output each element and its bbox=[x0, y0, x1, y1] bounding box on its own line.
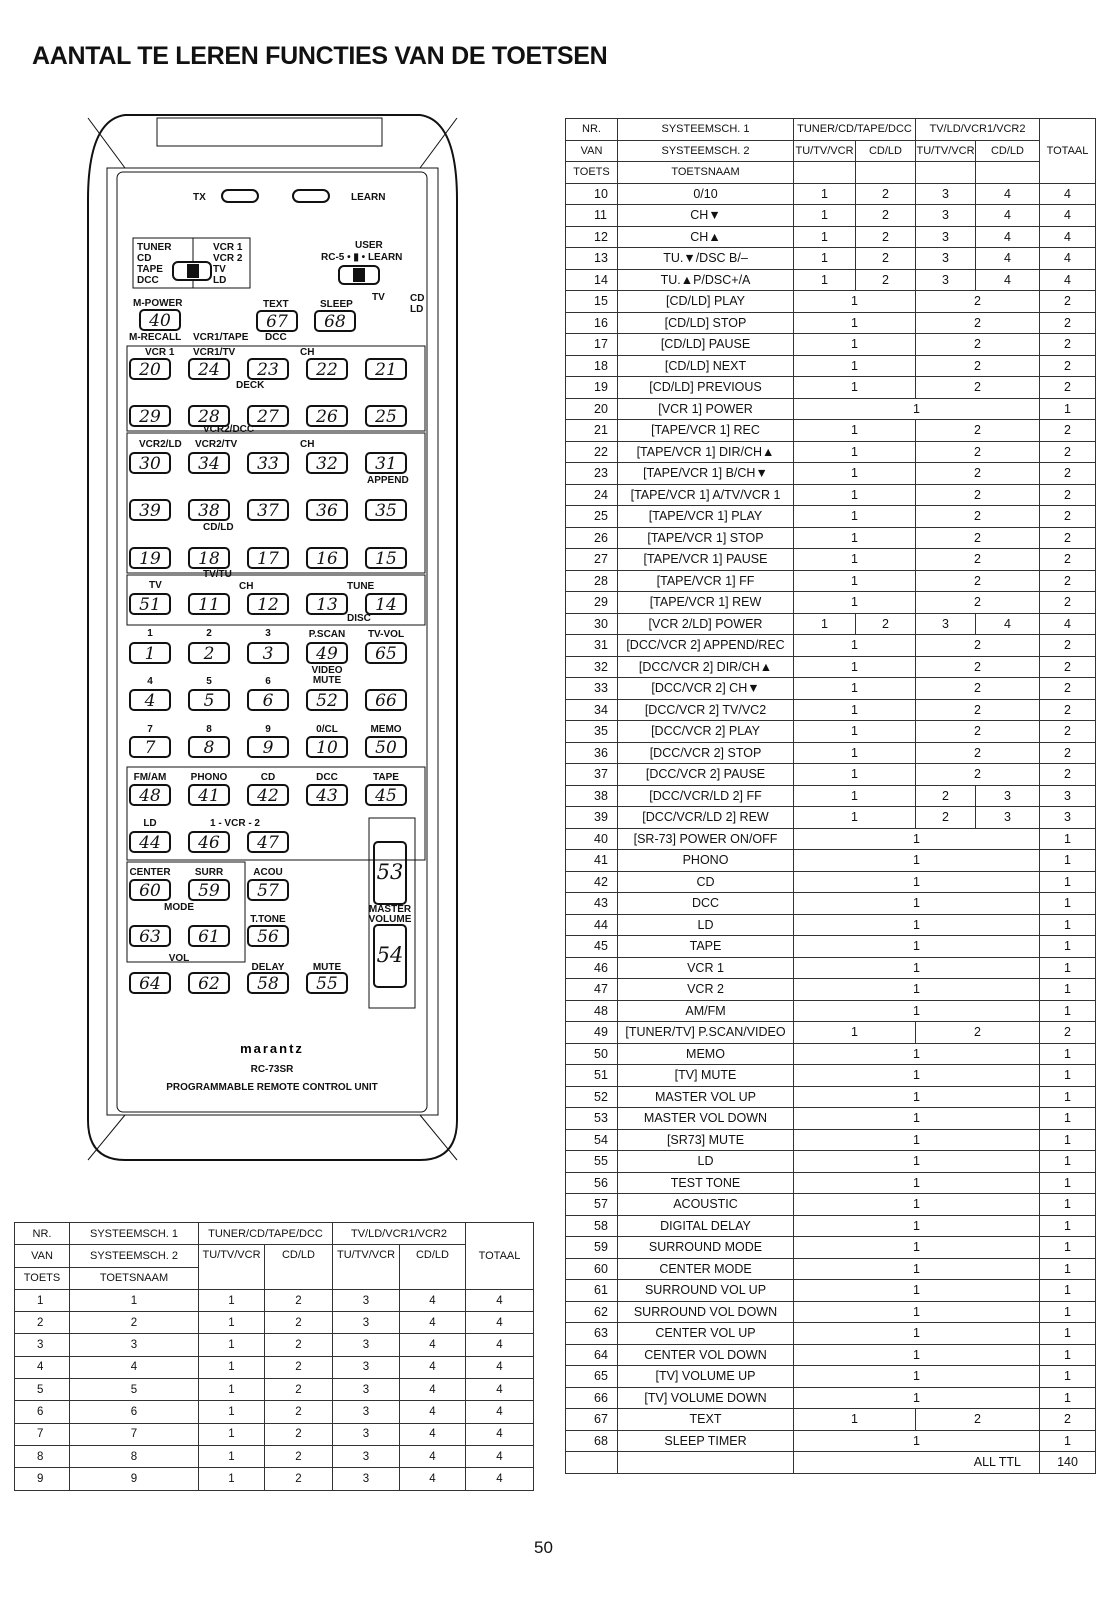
remote-label-n9: 9 bbox=[265, 724, 271, 735]
remote-button-label: 29 bbox=[139, 407, 161, 427]
remote-button-label: 37 bbox=[257, 501, 279, 521]
table-row: 42 CD 1 1 bbox=[566, 871, 1096, 893]
remote-button-label: 50 bbox=[375, 738, 397, 758]
remote-button-label: 2 bbox=[203, 644, 215, 664]
remote-button-label: 9 bbox=[262, 738, 274, 758]
remote-label-ttone: T.TONE bbox=[250, 914, 286, 925]
remote-button-label: 23 bbox=[257, 360, 279, 380]
remote-button-label: 25 bbox=[375, 407, 397, 427]
table-row: 10 0/10 1 2 3 4 4 bbox=[566, 183, 1096, 205]
table-row: 13 TU.▼/DSC B/– 1 2 3 4 4 bbox=[566, 248, 1096, 270]
svg-text:TAPE: TAPE bbox=[137, 264, 163, 275]
remote-label-vcr2tv: VCR2/TV bbox=[195, 439, 238, 450]
remote-button-label: 57 bbox=[257, 881, 279, 901]
svg-text:VCR 1: VCR 1 bbox=[213, 242, 243, 253]
remote-label-tvtu: TV/TU bbox=[203, 569, 232, 580]
table-row: 9 9 1 2 3 4 4 bbox=[15, 1468, 534, 1490]
table-row: 50 MEMO 1 1 bbox=[566, 1043, 1096, 1065]
table-row: 59 SURROUND MODE 1 1 bbox=[566, 1237, 1096, 1259]
table-row: 30 [VCR 2/LD] POWER 1 2 3 4 4 bbox=[566, 613, 1096, 635]
remote-button-label: 53 bbox=[376, 860, 404, 884]
table-row: 2 2 1 2 3 4 4 bbox=[15, 1312, 534, 1334]
remote-button-label: 48 bbox=[139, 786, 161, 806]
remote-button-label: 22 bbox=[316, 360, 338, 380]
remote-button-label: 56 bbox=[257, 927, 279, 947]
remote-label-volume: VOLUME bbox=[368, 914, 412, 925]
table-row: 34 [DCC/VCR 2] TV/VC2 1 2 2 bbox=[566, 699, 1096, 721]
svg-text:VCR 2: VCR 2 bbox=[213, 253, 243, 264]
remote-label-vcrsel: 1 - VCR - 2 bbox=[209, 818, 261, 829]
svg-text:USER: USER bbox=[355, 240, 383, 251]
remote-button-label: 18 bbox=[198, 549, 220, 569]
table-row: 31 [DCC/VCR 2] APPEND/REC 1 2 2 bbox=[566, 635, 1096, 657]
remote-label-n5: 5 bbox=[206, 676, 212, 687]
remote-label-delay: DELAY bbox=[251, 962, 285, 973]
table-row: 62 SURROUND VOL DOWN 1 1 bbox=[566, 1301, 1096, 1323]
remote-label-n7: 7 bbox=[147, 724, 153, 735]
remote-button-label: 55 bbox=[316, 974, 338, 994]
table-row: 1 1 1 2 3 4 4 bbox=[15, 1289, 534, 1311]
remote-label-mpower: M-POWER bbox=[133, 298, 183, 309]
small-function-table: NR. SYSTEEMSCH. 1 TUNER/CD/TAPE/DCC TV/LD/VCR1/VCR2 TOTAAL VAN SYSTEEMSCH. 2 TU/TV/VCR CD/LD TU/TV/VCR CD/LD TOETS TOETSNAAM 1 1 1 2 3 4 4 2 2 1 2 3 4 4 3 3 1 2 3 4 4 4 4 1 2 3 4 4 5 5 1 2 3 4 4 6 6 1 2 3 4 4 7 7 1 2 3 4 4 8 8 1 2 3 4 4 9 9 1 2 3 4 4 bbox=[14, 1222, 534, 1491]
table-row: 21 [TAPE/VCR 1] REC 1 2 2 bbox=[566, 420, 1096, 442]
remote-button-label: 33 bbox=[257, 454, 279, 474]
remote-button-label: 10 bbox=[316, 738, 338, 758]
remote-button-label: 1 bbox=[144, 644, 156, 664]
table-row: 14 TU.▲P/DSC+/A 1 2 3 4 4 bbox=[566, 269, 1096, 291]
remote-label-n1: 1 bbox=[147, 628, 153, 639]
table-row: 67 TEXT 1 2 2 bbox=[566, 1409, 1096, 1431]
remote-label-n4: 4 bbox=[147, 676, 153, 687]
remote-button-label: 4 bbox=[144, 691, 156, 711]
table-row: 4 4 1 2 3 4 4 bbox=[15, 1356, 534, 1378]
table-row: 63 CENTER VOL UP 1 1 bbox=[566, 1323, 1096, 1345]
remote-label-mode: MODE bbox=[164, 902, 194, 913]
table-row: 26 [TAPE/VCR 1] STOP 1 2 2 bbox=[566, 527, 1096, 549]
table-row: 45 TAPE 1 1 bbox=[566, 936, 1096, 958]
remote-label-ld: LD bbox=[410, 304, 424, 315]
table-row: 24 [TAPE/VCR 1] A/TV/VCR 1 1 2 2 bbox=[566, 484, 1096, 506]
table-row: 35 [DCC/VCR 2] PLAY 1 2 2 bbox=[566, 721, 1096, 743]
remote-button-label: 19 bbox=[139, 549, 161, 569]
remote-button-label: 27 bbox=[257, 407, 279, 427]
page-number: 50 bbox=[534, 1538, 553, 1557]
table-row: 57 ACOUSTIC 1 1 bbox=[566, 1194, 1096, 1216]
remote-button-label: 8 bbox=[203, 738, 215, 758]
table-row: 66 [TV] VOLUME DOWN 1 1 bbox=[566, 1387, 1096, 1409]
remote-button-label: 12 bbox=[257, 595, 279, 615]
table-row: 37 [DCC/VCR 2] PAUSE 1 2 2 bbox=[566, 764, 1096, 786]
svg-text:CD: CD bbox=[137, 253, 152, 264]
remote-label-cd: CD bbox=[410, 293, 425, 304]
remote-button-label: 51 bbox=[139, 595, 161, 615]
table-row: 23 [TAPE/VCR 1] B/CH▼ 1 2 2 bbox=[566, 463, 1096, 485]
table-row: 19 [CD/LD] PREVIOUS 1 2 2 bbox=[566, 377, 1096, 399]
table-row: 18 [CD/LD] NEXT 1 2 2 bbox=[566, 355, 1096, 377]
svg-text:RC-5 • ▮ • LEARN: RC-5 • ▮ • LEARN bbox=[321, 252, 403, 263]
remote-button-label: 68 bbox=[324, 312, 346, 332]
remote-button-label: 62 bbox=[198, 974, 220, 994]
remote-label-vcr1tape: VCR1/TAPE bbox=[193, 332, 249, 343]
remote-button-label: 15 bbox=[375, 549, 397, 569]
table-row: 46 VCR 1 1 1 bbox=[566, 957, 1096, 979]
table-row: 6 6 1 2 3 4 4 bbox=[15, 1401, 534, 1423]
remote-button-label: 41 bbox=[198, 786, 220, 806]
table-row: 28 [TAPE/VCR 1] FF 1 2 2 bbox=[566, 570, 1096, 592]
remote-button-label: 14 bbox=[375, 595, 397, 615]
table-row: 60 CENTER MODE 1 1 bbox=[566, 1258, 1096, 1280]
table-row: 12 CH▲ 1 2 3 4 4 bbox=[566, 226, 1096, 248]
remote-button-label: 43 bbox=[316, 786, 338, 806]
remote-label-sleep: SLEEP bbox=[320, 299, 353, 310]
table-row: 11 CH▼ 1 2 3 4 4 bbox=[566, 205, 1096, 227]
remote-label-mute: MUTE bbox=[312, 675, 342, 686]
table-row: 64 CENTER VOL DOWN 1 1 bbox=[566, 1344, 1096, 1366]
remote-label-cd3: CD bbox=[260, 772, 276, 783]
remote-label-n6: 6 bbox=[265, 676, 271, 687]
remote-button-label: 45 bbox=[375, 786, 397, 806]
table-row: 58 DIGITAL DELAY 1 1 bbox=[566, 1215, 1096, 1237]
remote-label-text: TEXT bbox=[263, 299, 289, 310]
remote-button-label: 26 bbox=[316, 407, 338, 427]
remote-button-label: 47 bbox=[257, 833, 279, 853]
table-row: 44 LD 1 1 bbox=[566, 914, 1096, 936]
table-row: 39 [DCC/VCR/LD 2] REW 1 2 3 3 bbox=[566, 807, 1096, 829]
table-row: 51 [TV] MUTE 1 1 bbox=[566, 1065, 1096, 1087]
remote-label-ch: CH bbox=[239, 581, 254, 592]
table-row: 32 [DCC/VCR 2] DIR/CH▲ 1 2 2 bbox=[566, 656, 1096, 678]
table-row: 3 3 1 2 3 4 4 bbox=[15, 1334, 534, 1356]
remote-button-label: 16 bbox=[316, 549, 338, 569]
remote-label-phono: PHONO bbox=[190, 772, 228, 783]
remote-label-memo: MEMO bbox=[370, 724, 402, 735]
page-title: AANTAL TE LEREN FUNCTIES VAN DE TOETSEN bbox=[32, 42, 608, 70]
remote-label-ch: CH bbox=[300, 439, 315, 450]
remote-label-dcc2: DCC bbox=[265, 332, 287, 343]
remote-label-ld3: LD bbox=[143, 818, 157, 829]
remote-button-label: 17 bbox=[257, 549, 279, 569]
remote-button-label: 64 bbox=[139, 974, 161, 994]
brand-logo: marantz bbox=[240, 1041, 304, 1056]
remote-button-label: 34 bbox=[198, 454, 220, 474]
remote-label-video: VIDEO bbox=[311, 665, 343, 676]
remote-label-deck: DECK bbox=[236, 380, 265, 391]
remote-button-label: 58 bbox=[257, 974, 279, 994]
table-row: 16 [CD/LD] STOP 1 2 2 bbox=[566, 312, 1096, 334]
model-subtitle: PROGRAMMABLE REMOTE CONTROL UNIT bbox=[166, 1082, 378, 1093]
remote-button-label: 42 bbox=[257, 786, 279, 806]
table-row: 5 5 1 2 3 4 4 bbox=[15, 1379, 534, 1401]
table-row: 36 [DCC/VCR 2] STOP 1 2 2 bbox=[566, 742, 1096, 764]
table-row: 54 [SR73] MUTE 1 1 bbox=[566, 1129, 1096, 1151]
table-row: 47 VCR 2 1 1 bbox=[566, 979, 1096, 1001]
remote-button-label: 52 bbox=[316, 691, 338, 711]
remote-button-label: 24 bbox=[198, 360, 220, 380]
remote-label-ocl: 0/CL bbox=[316, 724, 338, 735]
table-row: 15 [CD/LD] PLAY 1 2 2 bbox=[566, 291, 1096, 313]
remote-label-tv: TV bbox=[149, 580, 162, 591]
remote-label-vol: VOL bbox=[168, 953, 190, 964]
svg-text:TV: TV bbox=[213, 264, 226, 275]
remote-label-dcc3: DCC bbox=[316, 772, 338, 783]
svg-text:TUNER: TUNER bbox=[137, 242, 172, 253]
remote-label-vcr1: VCR 1 bbox=[145, 347, 175, 358]
table-row: 41 PHONO 1 1 bbox=[566, 850, 1096, 872]
table-row: 49 [TUNER/TV] P.SCAN/VIDEO 1 2 2 bbox=[566, 1022, 1096, 1044]
table-row: 7 7 1 2 3 4 4 bbox=[15, 1423, 534, 1445]
table-row: 53 MASTER VOL DOWN 1 1 bbox=[566, 1108, 1096, 1130]
learn-label: LEARN bbox=[351, 192, 386, 203]
table-row: 43 DCC 1 1 bbox=[566, 893, 1096, 915]
remote-button-label: 6 bbox=[262, 691, 274, 711]
remote-button-label: 60 bbox=[139, 881, 161, 901]
remote-label-tape3: TAPE bbox=[373, 772, 399, 783]
table-row: 56 TEST TONE 1 1 bbox=[566, 1172, 1096, 1194]
remote-button-label: 44 bbox=[139, 833, 161, 853]
remote-label-vcr2dcc: VCR2/DCC bbox=[203, 424, 255, 435]
remote-label-n2: 2 bbox=[206, 628, 212, 639]
svg-text:DCC: DCC bbox=[137, 275, 159, 286]
remote-label-center: CENTER bbox=[129, 867, 171, 878]
remote-button-label: 32 bbox=[316, 454, 338, 474]
remote-label-vcr2ld: VCR2/LD bbox=[139, 439, 182, 450]
table-row: 48 AM/FM 1 1 bbox=[566, 1000, 1096, 1022]
table-row: 22 [TAPE/VCR 1] DIR/CH▲ 1 2 2 bbox=[566, 441, 1096, 463]
remote-button-label: 21 bbox=[375, 360, 397, 380]
table-row: 25 [TAPE/VCR 1] PLAY 1 2 2 bbox=[566, 506, 1096, 528]
remote-button-label: 3 bbox=[262, 644, 274, 664]
table-row: 40 [SR-73] POWER ON/OFF 1 1 bbox=[566, 828, 1096, 850]
remote-button-label: 59 bbox=[198, 881, 220, 901]
tx-label: TX bbox=[193, 192, 206, 203]
remote-button-label: 66 bbox=[375, 691, 397, 711]
big-function-table: NR. SYSTEEMSCH. 1 TUNER/CD/TAPE/DCC TV/LD/VCR1/VCR2 TOTAAL VAN SYSTEEMSCH. 2 TU/TV/VCR CD/LD TU/TV/VCR CD/LD TOETS TOETSNAAM 10 0/10 1 2 3 4 4 11 CH▼ 1 2 3 4 4 12 CH▲ 1 2 3 4 4 13 TU.▼/DSC B/– 1 2 3 4 4 14 TU.▲P/DSC+/A 1 2 3 4 4 15 [CD/LD] PLAY 1 2 2 16 [CD/LD] STOP 1 2 2 17 [CD/LD] PAUSE 1 2 2 18 [CD/LD] NEXT 1 2 2 19 [CD/LD] PREVIOUS 1 2 2 20 [VCR 1] POWER 1 1 21 [TAPE/VCR 1] REC 1 2 2 22 [TAPE/VCR 1] DIR/CH▲ 1 2 2 23 [TAPE/VCR 1] B/CH▼ 1 2 2 24 [TAPE/VCR 1] A/TV/VCR 1 1 2 2 25 [TAPE/VCR 1] PLAY 1 2 2 26 [TAPE/VCR 1] STOP 1 2 2 27 [TAPE/VCR 1] PAUSE 1 2 2 28 [TAPE/VCR 1] FF 1 2 2 29 [TAPE/VCR 1] REW 1 2 2 30 [VCR 2/LD] POWER 1 2 3 4 4 31 [DCC/VCR 2] APPEND/REC 1 2 2 32 [DCC/VCR 2] DIR/CH▲ 1 2 2 33 [DCC/VCR 2] CH▼ 1 2 2 34 [DCC/VCR 2] TV/VC2 1 2 2 35 [DCC/VCR 2] PLAY 1 2 2 36 [DCC/VCR 2] STOP 1 2 2 37 [DCC/VCR 2] PAUSE 1 2 2 38 [DCC/VCR/LD 2] FF 1 2 3 3 39 [DCC/VCR/LD 2] REW 1 2 3 3 40 [SR-73] POWER ON/OFF 1 1 41 PHONO 1 1 42 CD 1 1 43 DCC 1 1 44 LD 1 1 45 TAPE 1 1 46 VCR 1 1 1 47 VCR 2 1 1 48 AM/FM 1 1 49 [TUNER/TV] P.SCAN/VIDEO 1 2 2 50 MEMO 1 1 51 [TV] MUTE 1 1 52 MASTER VOL UP 1 1 53 MASTER VOL DOWN 1 1 54 [SR73] MUTE 1 1 55 LD 1 1 56 TEST TONE 1 1 57 ACOUSTIC 1 1 58 DIGITAL DELAY 1 1 59 SURROUND MODE 1 1 60 CENTER MODE 1 1 61 SURROUND VOL UP 1 1 62 SURROUND VOL DOWN 1 1 63 CENTER VOL UP 1 1 64 CENTER VOL DOWN 1 1 65 [TV] VOLUME UP 1 1 66 [TV] VOLUME DOWN 1 1 67 TEXT 1 2 2 68 SLEEP TIMER 1 1 ALL TTL 140 bbox=[565, 118, 1096, 1474]
table-row: 27 [TAPE/VCR 1] PAUSE 1 2 2 bbox=[566, 549, 1096, 571]
remote-button-label: 38 bbox=[198, 501, 220, 521]
table-row: 55 LD 1 1 bbox=[566, 1151, 1096, 1173]
model-name: RC-73SR bbox=[250, 1064, 294, 1075]
table-row: 65 [TV] VOLUME UP 1 1 bbox=[566, 1366, 1096, 1388]
remote-control-illustration bbox=[85, 110, 460, 1170]
remote-button-label: 30 bbox=[139, 454, 161, 474]
remote-label-fmam: FM/AM bbox=[133, 772, 167, 783]
remote-button-label: 63 bbox=[139, 927, 161, 947]
table-row: 52 MASTER VOL UP 1 1 bbox=[566, 1086, 1096, 1108]
remote-button-label: 61 bbox=[198, 927, 220, 947]
remote-label-tvvol: TV-VOL bbox=[367, 629, 405, 640]
table-row: 29 [TAPE/VCR 1] REW 1 2 2 bbox=[566, 592, 1096, 614]
remote-label-tune: TUNE bbox=[347, 581, 375, 592]
remote-button-label: 11 bbox=[198, 595, 220, 615]
remote-button-label: 20 bbox=[139, 360, 161, 380]
table-row: 68 SLEEP TIMER 1 1 bbox=[566, 1430, 1096, 1452]
remote-label-mute2: MUTE bbox=[312, 962, 342, 973]
remote-label-master: MASTER bbox=[368, 904, 412, 915]
remote-button-label: 46 bbox=[198, 833, 220, 853]
remote-label-acou: ACOU bbox=[253, 867, 283, 878]
remote-label-pscan: P.SCAN bbox=[308, 629, 346, 640]
remote-label-mrecall: M-RECALL bbox=[129, 332, 182, 343]
remote-button-label: 31 bbox=[375, 454, 397, 474]
remote-button-label: 13 bbox=[316, 595, 338, 615]
table-row: 61 SURROUND VOL UP 1 1 bbox=[566, 1280, 1096, 1302]
remote-button-label: 36 bbox=[316, 501, 338, 521]
remote-button-label: 65 bbox=[375, 644, 397, 664]
table-row: 8 8 1 2 3 4 4 bbox=[15, 1445, 534, 1467]
remote-label-tv: TV bbox=[372, 292, 385, 303]
remote-button-label: 54 bbox=[376, 943, 404, 967]
table-row: 20 [VCR 1] POWER 1 1 bbox=[566, 398, 1096, 420]
remote-button-label: 39 bbox=[139, 501, 161, 521]
remote-label-disc: DISC bbox=[347, 613, 371, 624]
svg-text:LD: LD bbox=[213, 275, 227, 286]
remote-label-append: APPEND bbox=[367, 475, 409, 486]
remote-label-ch: CH bbox=[300, 347, 315, 358]
remote-label-cdld: CD/LD bbox=[203, 522, 234, 533]
table-row: 38 [DCC/VCR/LD 2] FF 1 2 3 3 bbox=[566, 785, 1096, 807]
table-total-row: ALL TTL 140 bbox=[566, 1452, 1096, 1474]
remote-label-vcr1tv: VCR1/TV bbox=[193, 347, 236, 358]
remote-label-surr: SURR bbox=[194, 867, 224, 878]
remote-button-label: 5 bbox=[203, 691, 215, 711]
remote-button-label: 40 bbox=[149, 311, 171, 331]
table-row: 33 [DCC/VCR 2] CH▼ 1 2 2 bbox=[566, 678, 1096, 700]
remote-button-label: 28 bbox=[198, 407, 220, 427]
remote-button-label: 49 bbox=[316, 644, 338, 664]
remote-button-label: 67 bbox=[266, 312, 288, 332]
table-row: 17 [CD/LD] PAUSE 1 2 2 bbox=[566, 334, 1096, 356]
remote-button-label: 35 bbox=[375, 501, 397, 521]
remote-label-n3: 3 bbox=[265, 628, 271, 639]
remote-button-label: 7 bbox=[144, 738, 156, 758]
remote-label-n8: 8 bbox=[206, 724, 212, 735]
